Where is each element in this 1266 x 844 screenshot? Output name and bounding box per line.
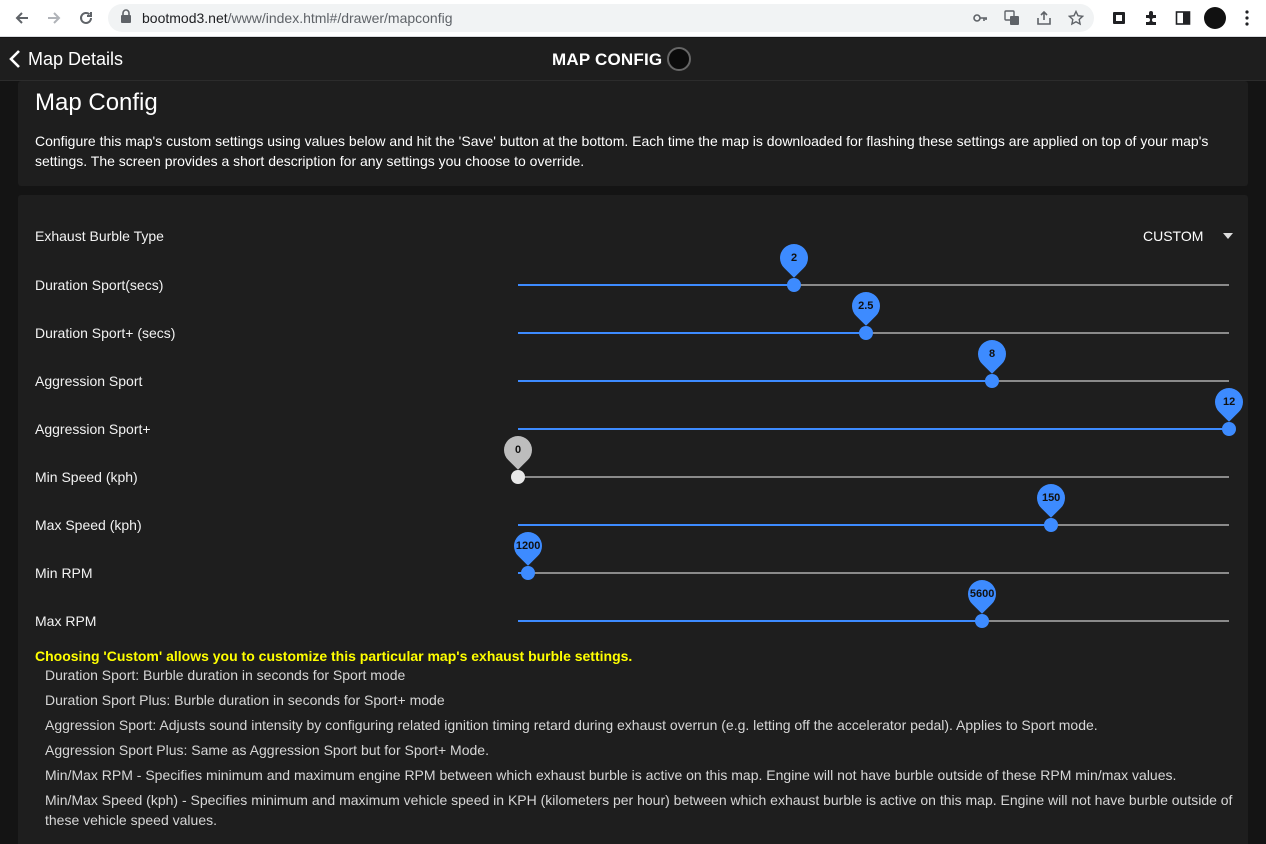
slider-track[interactable] <box>518 620 982 622</box>
slider[interactable] <box>518 588 1229 622</box>
extension-icons <box>1108 7 1258 29</box>
forward-arrow-icon[interactable] <box>38 2 70 34</box>
slider-value: 12 <box>1222 396 1236 408</box>
caret-down-icon[interactable] <box>1223 233 1233 239</box>
slider-value: 150 <box>1041 492 1061 505</box>
profile-avatar[interactable] <box>1204 7 1226 29</box>
slider-track[interactable] <box>518 332 866 334</box>
address-bar-actions <box>970 8 1086 28</box>
slider[interactable] <box>515 540 1229 574</box>
slider-value: 2 <box>790 252 798 264</box>
intro-description: Configure this map's custom settings using values below and hit the 'Save' button at the bottom. Each time the map is downloaded for flashing these settings are applied on top of your map's settings. The screen provides a short description for any settings you choose to override. <box>35 133 1209 169</box>
slider-value-bubble <box>1209 382 1249 422</box>
slider-value-bubble <box>846 286 886 326</box>
page-title: MAP CONFIG <box>552 50 663 69</box>
slider[interactable] <box>518 300 1229 334</box>
extensions-puzzle-icon[interactable] <box>1140 7 1162 29</box>
note-item: Aggression Sport Plus: Same as Aggression Sport but for Sport+ Mode. <box>45 742 489 758</box>
slider-value-bubble <box>1031 478 1071 518</box>
slider-thumb[interactable] <box>859 326 873 340</box>
back-arrow-icon[interactable] <box>6 2 38 34</box>
bookmark-star-icon[interactable] <box>1066 8 1086 28</box>
translate-icon[interactable] <box>1002 8 1022 28</box>
slider-label: Duration Sport(secs) <box>35 277 164 293</box>
more-menu-icon[interactable] <box>1236 7 1258 29</box>
slider-label: Max Speed (kph) <box>35 517 142 533</box>
app-header <box>0 38 1266 81</box>
slider-track[interactable] <box>518 380 992 382</box>
slider-track[interactable] <box>518 524 1051 526</box>
back-button[interactable] <box>8 46 123 72</box>
note-item: Min/Max RPM - Specifies minimum and maximum engine RPM between which exhaust burble is active on this map. Engine will not have burble outside of these RPM min/max values. <box>45 767 1177 783</box>
slider-label: Aggression Sport <box>35 373 143 389</box>
note-item: Min/Max Speed (kph) - Specifies minimum and maximum vehicle speed in KPH (kilometers per hour) between which exhaust burble is active on this map. Engine will not have burble outside of these vehicle speed values. <box>45 792 1233 828</box>
screen-capture-icon[interactable] <box>1108 7 1130 29</box>
slider-label: Aggression Sport+ <box>35 421 151 437</box>
slider-track[interactable] <box>518 428 1229 430</box>
chevron-left-icon <box>8 49 22 69</box>
note-item: Aggression Sport: Adjusts sound intensity by configuring related ignition timing retard during exhaust overrun (e.g. letting off the accelerator pedal). Applies to Sport mode. <box>45 717 1098 733</box>
url-host: bootmod3.net <box>142 10 228 26</box>
slider-label: Duration Sport+ (secs) <box>35 325 176 341</box>
slider-thumb[interactable] <box>985 374 999 388</box>
slider-value: 1200 <box>515 540 541 553</box>
url-path: /www/index.html#/drawer/mapconfig <box>227 10 453 26</box>
slider-value: 8 <box>988 348 996 360</box>
reload-icon[interactable] <box>70 2 102 34</box>
back-label: Map Details <box>28 48 124 69</box>
lock-icon <box>120 9 132 28</box>
slider-value: 0 <box>514 444 522 456</box>
slider-rail[interactable] <box>518 476 1229 478</box>
slider-label: Min RPM <box>35 565 93 581</box>
slider-thumb[interactable] <box>1222 422 1236 436</box>
slider-track[interactable] <box>518 284 794 286</box>
note-item: Duration Sport Plus: Burble duration in seconds for Sport+ mode <box>45 692 445 708</box>
address-bar[interactable] <box>108 4 1094 32</box>
burble-type-label: Exhaust Burble Type <box>35 228 164 244</box>
brand-logo-icon <box>667 47 691 71</box>
slider-value-bubble <box>962 574 1002 614</box>
slider-label: Max RPM <box>35 613 97 629</box>
side-panel-icon[interactable] <box>1172 7 1194 29</box>
section-title: Map Config <box>35 89 158 116</box>
slider[interactable] <box>514 444 1229 478</box>
slider-thumb[interactable] <box>975 614 989 628</box>
key-icon[interactable] <box>970 8 990 28</box>
burble-settings-card <box>18 195 1248 844</box>
slider[interactable] <box>518 348 1229 382</box>
slider-value-bubble <box>498 430 538 470</box>
share-icon[interactable] <box>1034 8 1054 28</box>
burble-type-select[interactable]: CUSTOM <box>1143 228 1204 244</box>
slider[interactable] <box>518 396 1236 430</box>
slider-thumb[interactable] <box>787 278 801 292</box>
slider-thumb[interactable] <box>511 470 525 484</box>
intro-card <box>18 81 1248 186</box>
custom-notice: Choosing 'Custom' allows you to customize this particular map's exhaust burble settings. <box>35 648 633 664</box>
slider-thumb[interactable] <box>521 566 535 580</box>
slider-label: Min Speed (kph) <box>35 469 138 485</box>
slider-value-bubble <box>508 526 548 566</box>
note-item: Duration Sport: Burble duration in seconds for Sport mode <box>45 667 406 683</box>
slider[interactable] <box>518 492 1229 526</box>
slider-value: 2.5 <box>858 300 874 313</box>
slider-thumb[interactable] <box>1044 518 1058 532</box>
slider-value: 5600 <box>969 588 995 601</box>
browser-toolbar <box>0 0 1266 37</box>
slider[interactable] <box>518 252 1229 286</box>
slider-value-bubble <box>774 238 814 278</box>
slider-value-bubble <box>972 334 1012 374</box>
slider-rail[interactable] <box>518 572 1229 574</box>
url-text <box>142 10 453 26</box>
